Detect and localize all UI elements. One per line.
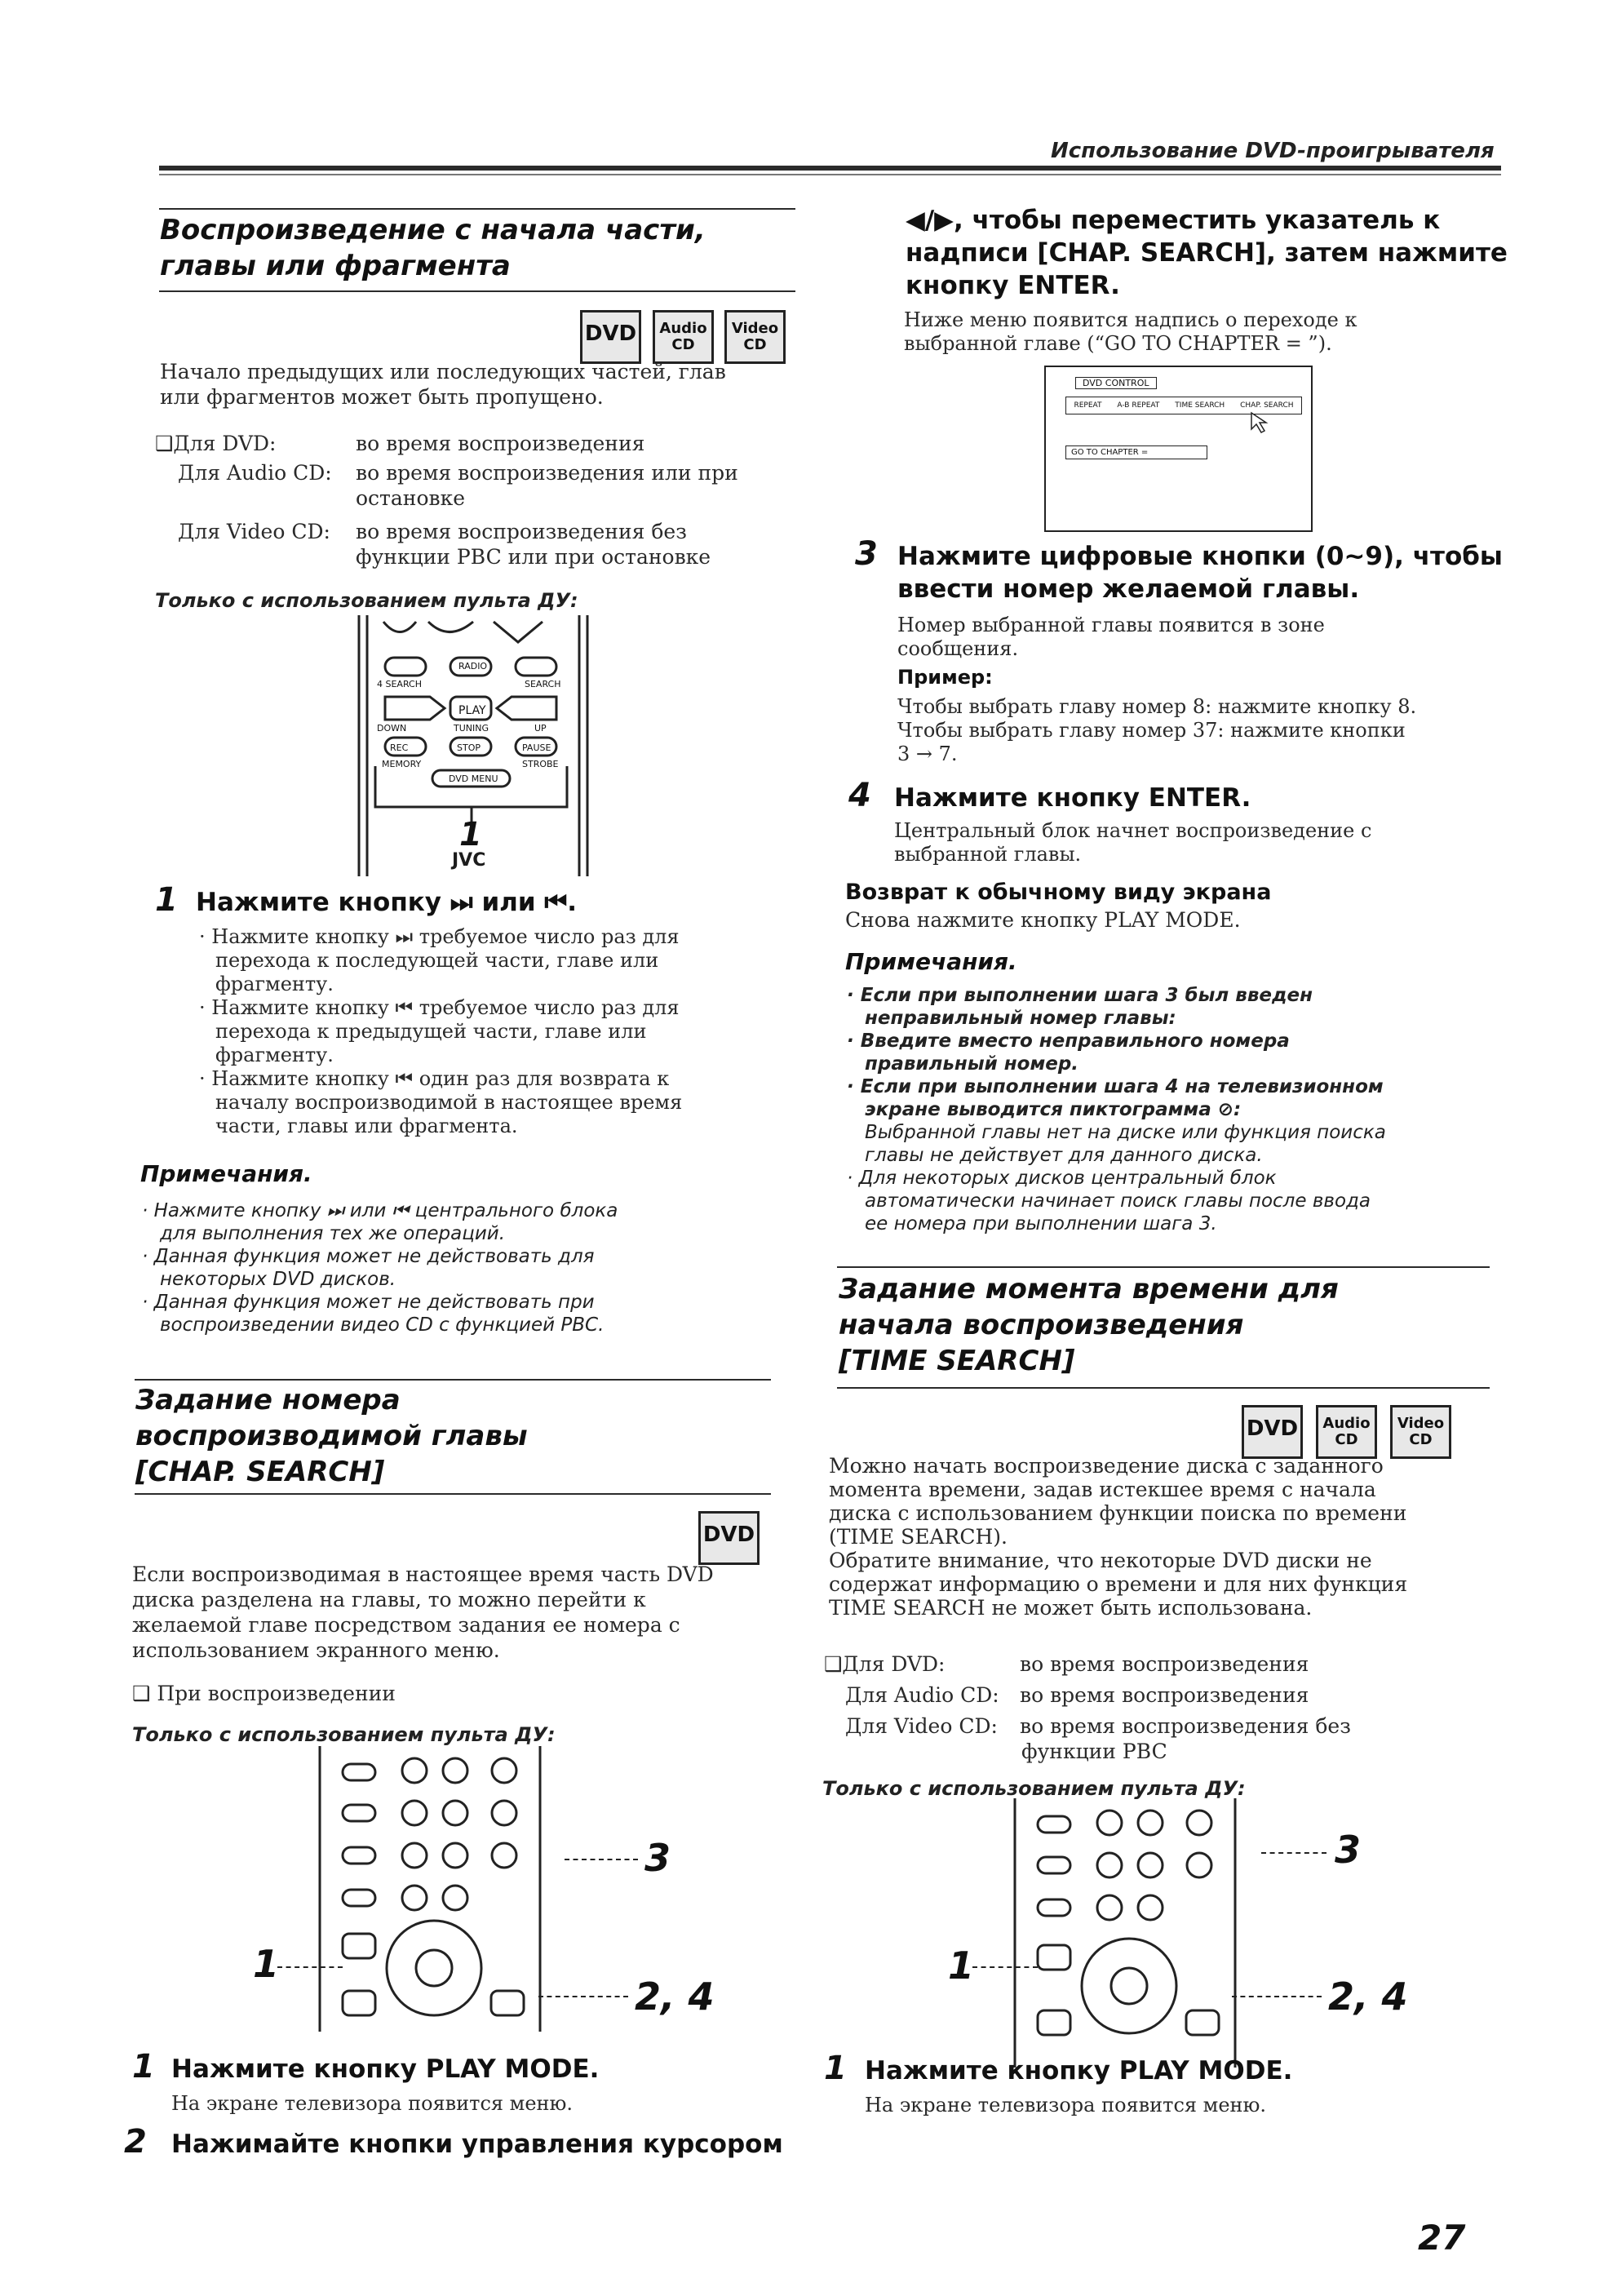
remote-label-search-right: SEARCH — [525, 679, 561, 689]
notes-title: Примечания. — [140, 1160, 312, 1187]
step2-continuation: ◀/▶, чтобы переместить указатель к надписи [CHAP. SEARCH], затем нажмите кнопку ENTER. — [906, 206, 1508, 300]
leader-line — [1232, 1996, 1322, 1997]
bullet-item: · Нажмите кнопку ⏭ требуемое число раз для перехода к последующей части, главе или фрагменту. — [199, 925, 680, 995]
remote-label-search-left: 4 SEARCH — [377, 679, 422, 689]
remote-callout-3: 3 — [1335, 1828, 1362, 1872]
remote-label-rec: REC — [390, 742, 409, 753]
remote-callout-2-4: 2, 4 — [1328, 1975, 1408, 2019]
page-number: 27 — [1418, 2218, 1466, 2258]
remote-label-stop: STOP — [457, 742, 481, 753]
goto-chapter-box: GO TO CHAPTER = — [1065, 445, 1207, 459]
condition-dvd-value: во время воспроизведения — [356, 432, 645, 455]
remote-callout-3: 3 — [644, 1836, 671, 1880]
section-rule — [135, 1493, 771, 1495]
condition-video-label: Для Video CD: — [178, 520, 330, 543]
screen-tab-ab-repeat: A-B REPEAT — [1117, 401, 1160, 410]
remote-label-down: DOWN — [377, 723, 407, 734]
leader-line — [277, 1966, 343, 1968]
step-subtext: Центральный блок начнет воспроизведение с выбранной главы. — [894, 819, 1372, 866]
step-number: 1 — [824, 2050, 847, 2087]
cursor-pointer-icon — [1248, 410, 1273, 434]
condition-video-value: во время воспроизведения без функции PBC или при остановке — [356, 520, 711, 569]
step-subtext: Номер выбранной главы появится в зоне сообщения. — [897, 614, 1325, 660]
step-subtext: На экране телевизора появится меню. — [171, 2092, 574, 2115]
audio-cd-badge: Audio CD — [653, 310, 714, 364]
section-rule — [837, 1387, 1490, 1389]
remote-label-play: PLAY — [458, 704, 486, 717]
remote-label-tuning: TUNING — [454, 723, 489, 734]
screen-tab-time-search: TIME SEARCH — [1175, 401, 1225, 410]
condition-dvd-label: ❑Для DVD: — [824, 1652, 946, 1676]
leader-line — [1261, 1852, 1326, 1854]
condition-text: ❑ При воспроизведении — [132, 1682, 396, 1705]
remote-label-radio: RADIO — [458, 661, 488, 672]
remote-label-up: UP — [534, 723, 547, 734]
audio-cd-badge: Audio CD — [1316, 1405, 1377, 1459]
notes-list: · Если при выполнении шага 3 был введен неправильный номер главы: · Введите вместо неправильного номера правильный номер. · Если при выполнении шага 4 на телевизионном экране выводится пиктограмма ⊘: Выбранной главы нет на диске или функция поиска главы не действует для данного диска. · Для некоторых дисков центральный блок автоматически начинает поиск главы после ввода ее номера при выполнении шага 3. — [847, 985, 1386, 1234]
bullet-item: · Нажмите кнопку ⏮ один раз для возврата к началу воспроизводимой в настоящее время части, главы или фрагмента. — [199, 1067, 683, 1137]
condition-dvd-label: ❑Для DVD: — [155, 432, 277, 455]
header-rule — [159, 166, 1501, 171]
leader-line — [972, 1966, 1038, 1968]
video-cd-badge: Video CD — [724, 310, 786, 364]
remote-label-dvd-menu: DVD MENU — [449, 773, 498, 784]
remote-label-strobe: STROBE — [522, 759, 559, 769]
remote-only-label: Только с использованием пульта ДУ: — [132, 1723, 556, 1746]
section-title: Задание номера воспроизводимой главы [CHAP. SEARCH] — [135, 1384, 528, 1488]
jvc-logo: JVC — [452, 850, 486, 871]
example-title: Пример: — [897, 666, 993, 689]
screen-title: DVD CONTROL — [1075, 377, 1157, 389]
step-text: Нажмите цифровые кнопки (0~9), чтобы ввести номер желаемой главы. — [897, 542, 1503, 604]
step-number: 4 — [848, 777, 871, 814]
condition-audio-label: Для Audio CD: — [178, 461, 332, 485]
screen-tab-repeat: REPEAT — [1074, 401, 1102, 410]
remote-callout-2-4: 2, 4 — [635, 1975, 715, 2019]
step-subtext: Ниже меню появится надпись о переходе к выбранной главе (“GO TO CHAPTER = ”). — [904, 308, 1357, 355]
step-text: Нажмите кнопку PLAY MODE. — [171, 2054, 600, 2084]
video-cd-badge: Video CD — [1390, 1405, 1451, 1459]
dvd-badge: DVD — [698, 1511, 760, 1565]
header-rule-thin — [159, 174, 1501, 175]
remote-label-pause: PAUSE — [522, 742, 551, 753]
remote-label-memory: MEMORY — [382, 759, 422, 769]
condition-video-label: Для Video CD: — [845, 1714, 998, 1738]
intro-text: Можно начать воспроизведение диска с заданного момента времени, задав истекшее время с начала диска с использованием функции поиска по времени (TIME SEARCH). Обратите внимание, что некоторые DVD диски не содержат информацию о времени и для них функция TIME SEARCH не может быть использована. — [829, 1454, 1408, 1620]
leader-line — [565, 1859, 638, 1860]
condition-audio-label: Для Audio CD: — [845, 1683, 999, 1707]
intro-text: Если воспроизводимая в настоящее время часть DVD диска разделена на главы, то можно перейти к желаемой главе посредством задания ее номера с использованием экранного меню. — [132, 1562, 714, 1662]
running-header: Использование DVD-проигрывателя — [1051, 139, 1495, 163]
return-title: Возврат к обычному виду экрана — [845, 880, 1272, 905]
remote-callout-1: 1 — [459, 816, 482, 853]
bullet-list — [199, 925, 786, 1138]
step-number: 1 — [132, 2048, 155, 2085]
dvd-badge: DVD — [580, 310, 641, 364]
section-rule — [159, 208, 795, 210]
remote-illustration-3 — [1005, 1798, 1258, 2068]
intro-text: Начало предыдущих или последующих частей, глав или фрагментов может быть пропущено. — [160, 360, 726, 409]
return-text: Снова нажмите кнопку PLAY MODE. — [845, 908, 1241, 932]
step-text: Нажимайте кнопки управления курсором — [171, 2130, 783, 2159]
section-title: Воспроизведение с начала части, главы или фрагмента — [160, 214, 706, 282]
remote-callout-1: 1 — [253, 1942, 280, 1986]
condition-video-value: во время воспроизведения без функции PBC — [1020, 1714, 1351, 1763]
screen-tab-chap-search: CHAP. SEARCH — [1240, 401, 1294, 410]
remote-only-label: Только с использованием пульта ДУ: — [155, 589, 578, 612]
section-rule — [135, 1379, 771, 1381]
remote-illustration-2 — [310, 1746, 563, 2032]
bullet-item: · Нажмите кнопку ⏮ требуемое число раз для перехода к предыдущей части, главе или фрагменту. — [199, 996, 680, 1066]
condition-audio-value: во время воспроизведения или при остановке — [356, 461, 738, 510]
notes-title: Примечания. — [845, 948, 1017, 975]
notes-list: · Нажмите кнопку ⏭ или ⏮ центрального блока для выполнения тех же операций. · Данная функция может не действовать для некоторых DVD дисков. · Данная функция может не действовать при воспроизведении видео CD с функцией PBC. — [142, 1200, 618, 1336]
step-text: Нажмите кнопку PLAY MODE. — [865, 2056, 1293, 2085]
condition-audio-value: во время воспроизведения — [1020, 1683, 1309, 1707]
tv-screen-illustration — [1044, 366, 1313, 532]
section-rule — [837, 1266, 1490, 1268]
step-number: 2 — [124, 2123, 147, 2161]
leader-line — [538, 1996, 628, 1997]
step-text: Нажмите кнопку ⏭ или ⏮. — [196, 888, 578, 917]
step-number: 3 — [855, 535, 878, 573]
condition-dvd-value: во время воспроизведения — [1020, 1652, 1309, 1676]
section-title: Задание момента времени для начала воспроизведения [TIME SEARCH] — [839, 1273, 1339, 1377]
step-text: Нажмите кнопку ENTER. — [894, 783, 1251, 813]
dvd-badge: DVD — [1242, 1405, 1303, 1459]
step-subtext: На экране телевизора появится меню. — [865, 2094, 1267, 2116]
example-text: Чтобы выбрать главу номер 8: нажмите кнопку 8. Чтобы выбрать главу номер 37: нажмите кнопки 3 → 7. — [897, 695, 1417, 765]
section-rule — [159, 290, 795, 292]
step-number: 1 — [155, 881, 178, 919]
remote-callout-1: 1 — [948, 1944, 975, 1988]
remote-only-label: Только с использованием пульта ДУ: — [822, 1777, 1246, 1800]
